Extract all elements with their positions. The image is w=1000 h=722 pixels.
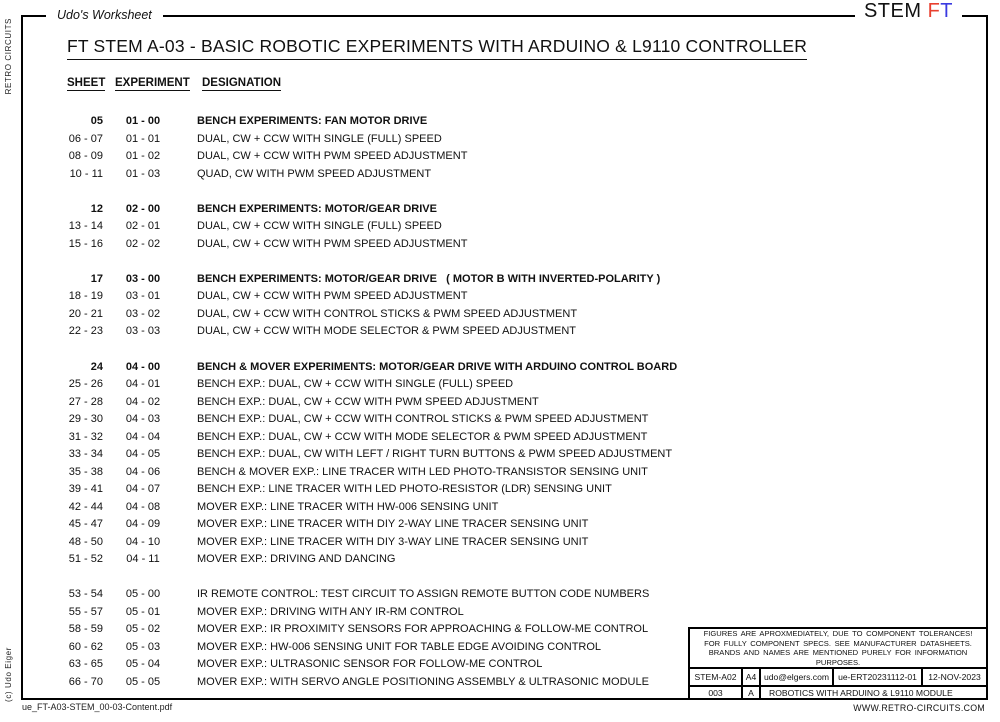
header-sheet: SHEET bbox=[67, 77, 106, 89]
designation: DUAL, CW + CCW WITH SINGLE (FULL) SPEED bbox=[197, 132, 442, 145]
designation: BENCH EXP.: DUAL, CW + CCW WITH PWM SPEED ADJUSTMENT bbox=[197, 395, 539, 408]
experiment-code: 01 - 03 bbox=[125, 167, 161, 180]
group-gap bbox=[0, 253, 1000, 271]
designation: MOVER EXP.: LINE TRACER WITH DIY 3-WAY LINE TRACER SENSING UNIT bbox=[197, 535, 589, 548]
title-block-info-row bbox=[690, 669, 986, 687]
sheet-range: 48 - 50 bbox=[68, 535, 103, 548]
sheet-range: 25 - 26 bbox=[68, 378, 103, 391]
sheet-range: 63 - 65 bbox=[68, 658, 103, 671]
experiment-code: 04 - 07 bbox=[125, 483, 161, 496]
paper-size: A4 bbox=[743, 669, 761, 685]
title-block bbox=[688, 627, 988, 700]
experiment-code: 01 - 02 bbox=[125, 150, 161, 162]
disclaimer-line: BRANDS AND NAMES ARE MENTIONED PURELY FOR INFORMATION PURPOSES. bbox=[708, 648, 968, 667]
sheet-range: 45 - 47 bbox=[68, 518, 103, 531]
toc-row bbox=[0, 481, 1000, 499]
toc-row bbox=[0, 376, 1000, 394]
toc-row bbox=[0, 271, 1000, 289]
designation: DUAL, CW + CCW WITH PWM SPEED ADJUSTMENT bbox=[197, 237, 468, 250]
experiment-code: 05 - 04 bbox=[125, 658, 161, 671]
sheet-range: 51 - 52 bbox=[68, 553, 103, 566]
experiment-code: 03 - 01 bbox=[125, 290, 161, 303]
sheet-range: 13 - 14 bbox=[68, 220, 103, 233]
designation: BENCH EXP.: DUAL, CW + CCW WITH SINGLE (FULL) SPEED bbox=[197, 378, 514, 391]
sheet-range: 31 - 32 bbox=[68, 430, 103, 443]
experiment-code: 04 - 01 bbox=[125, 378, 161, 391]
designation: BENCH EXPERIMENTS: MOTOR/GEAR DRIVE bbox=[197, 202, 437, 215]
header-designation: DESIGNATION bbox=[202, 77, 282, 89]
logo-stem: STEM bbox=[863, 0, 928, 22]
toc-row bbox=[0, 359, 1000, 377]
sheet-range: 10 - 11 bbox=[69, 167, 103, 180]
sheet-range: 29 - 30 bbox=[68, 413, 103, 426]
designation: DUAL, CW + CCW WITH CONTROL STICKS & PWM SPEED ADJUSTMENT bbox=[197, 307, 578, 320]
worksheet-label: Udo's Worksheet bbox=[46, 7, 163, 23]
toc-row bbox=[0, 464, 1000, 482]
designation: BENCH & MOVER EXPERIMENTS: MOTOR/GEAR DRIVE WITH ARDUINO CONTROL BOARD bbox=[197, 360, 678, 373]
header-experiment: EXPERIMENT bbox=[115, 77, 190, 89]
designation: BENCH EXPERIMENTS: MOTOR/GEAR DRIVE ( MOTOR B WITH INVERTED-POLARITY ) bbox=[197, 272, 661, 285]
designation: MOVER EXP.: DRIVING WITH ANY IR-RM CONTROL bbox=[197, 605, 464, 618]
sheet-range: 42 - 44 bbox=[68, 500, 103, 513]
sheet-range: 05 bbox=[90, 115, 103, 127]
experiment-code: 04 - 10 bbox=[125, 535, 161, 548]
experiment-code: 03 - 03 bbox=[125, 325, 161, 338]
designation: DUAL, CW + CCW WITH SINGLE (FULL) SPEED bbox=[197, 220, 442, 233]
logo-t: T bbox=[940, 0, 953, 22]
sheet-range: 15 - 16 bbox=[68, 237, 103, 250]
designation: BENCH EXP.: DUAL, CW WITH LEFT / RIGHT TURN BUTTONS & PWM SPEED ADJUSTMENT bbox=[197, 448, 673, 461]
side-label-retro-circuits: RETRO CIRCUITS bbox=[4, 18, 13, 95]
title-block-revision-row bbox=[690, 687, 986, 698]
experiment-code: 04 - 09 bbox=[125, 518, 161, 531]
experiment-code: 01 - 00 bbox=[125, 115, 161, 127]
experiment-code: 04 - 03 bbox=[125, 413, 161, 426]
experiment-code: 05 - 03 bbox=[125, 640, 161, 653]
disclaimer-line: FIGURES ARE APROXMEDIATELY, DUE TO COMPONENT TOLERANCES! bbox=[703, 629, 973, 638]
toc-row bbox=[0, 411, 1000, 429]
toc-row bbox=[0, 586, 1000, 604]
toc-row bbox=[0, 516, 1000, 534]
sheet-range: 18 - 19 bbox=[68, 290, 103, 303]
designation: MOVER EXP.: LINE TRACER WITH DIY 2-WAY LINE TRACER SENSING UNIT bbox=[197, 518, 589, 531]
designation: BENCH EXP.: DUAL, CW + CCW WITH CONTROL STICKS & PWM SPEED ADJUSTMENT bbox=[197, 413, 649, 426]
experiment-code: 02 - 02 bbox=[125, 237, 161, 250]
toc-row bbox=[0, 218, 1000, 236]
doc-description: ROBOTICS WITH ARDUINO & L9110 MODULE bbox=[769, 687, 953, 698]
designation: DUAL, CW + CCW WITH MODE SELECTOR & PWM SPEED ADJUSTMENT bbox=[197, 325, 577, 338]
experiment-code: 03 - 02 bbox=[125, 307, 161, 320]
designation: MOVER EXP.: ULTRASONIC SENSOR FOR FOLLOW-ME CONTROL bbox=[197, 658, 543, 671]
designation: MOVER EXP.: IR PROXIMITY SENSORS FOR APPROACHING & FOLLOW-ME CONTROL bbox=[197, 623, 649, 636]
designation: QUAD, CW WITH PWM SPEED ADJUSTMENT bbox=[197, 167, 432, 180]
brand-logo bbox=[855, 0, 962, 22]
author-email: udo@elgers.com bbox=[761, 669, 834, 685]
sheet-range: 08 - 09 bbox=[68, 150, 103, 162]
disclaimer-line: FOR FULLY COMPONENT SPECS. SEE MANUFACTURER DATASHEETS. bbox=[704, 638, 972, 648]
experiment-code: 04 - 00 bbox=[125, 360, 161, 373]
sheet-range: 22 - 23 bbox=[68, 325, 103, 338]
sheet-range: 58 - 59 bbox=[68, 623, 103, 636]
sheet-range: 33 - 34 bbox=[68, 448, 103, 461]
sheet-range: 06 - 07 bbox=[68, 132, 103, 145]
sheet-range: 55 - 57 bbox=[68, 605, 103, 618]
toc-row bbox=[0, 288, 1000, 306]
designation: MOVER EXP.: WITH SERVO ANGLE POSITIONING ASSEMBLY & ULTRASONIC MODULE bbox=[197, 675, 649, 688]
sheet-number: 003 bbox=[690, 687, 743, 698]
toc-row bbox=[0, 113, 1000, 131]
side-label-copyright: (c) Udo Eiger bbox=[4, 647, 13, 702]
toc-body bbox=[0, 113, 1000, 691]
toc-row bbox=[0, 236, 1000, 254]
sheet-range: 53 - 54 bbox=[68, 588, 103, 601]
designation: MOVER EXP.: DRIVING AND DANCING bbox=[197, 553, 396, 566]
toc-row bbox=[0, 604, 1000, 622]
designation: IR REMOTE CONTROL: TEST CIRCUIT TO ASSIGN REMOTE BUTTON CODE NUMBERS bbox=[197, 588, 650, 601]
group-gap bbox=[0, 183, 1000, 201]
sheet-range: 20 - 21 bbox=[68, 307, 103, 320]
designation: BENCH EXP.: LINE TRACER WITH LED PHOTO-RESISTOR (LDR) SENSING UNIT bbox=[197, 483, 612, 496]
designation: BENCH EXPERIMENTS: FAN MOTOR DRIVE bbox=[197, 115, 428, 127]
experiment-code: 04 - 04 bbox=[125, 430, 161, 443]
doc-date: 12-NOV-2023 bbox=[928, 672, 981, 683]
experiment-code: 04 - 08 bbox=[125, 500, 161, 513]
sheet-range: 24 bbox=[90, 360, 103, 373]
sheet-range: 35 - 38 bbox=[68, 465, 103, 478]
experiment-code: 04 - 02 bbox=[125, 395, 161, 408]
designation: DUAL, CW + CCW WITH PWM SPEED ADJUSTMENT bbox=[197, 150, 468, 162]
toc-row bbox=[0, 148, 1000, 166]
experiment-code: 05 - 00 bbox=[125, 588, 161, 601]
designation: BENCH & MOVER EXP.: LINE TRACER WITH LED PHOTO-TRANSISTOR SENSING UNIT bbox=[197, 465, 648, 478]
revision-letter: A bbox=[743, 687, 761, 698]
page-title: FT STEM A-03 - BASIC ROBOTIC EXPERIMENTS WITH ARDUINO & L9110 CONTROLLER bbox=[67, 36, 807, 60]
toc-row bbox=[0, 446, 1000, 464]
group-gap bbox=[0, 569, 1000, 587]
logo-f: F bbox=[927, 0, 941, 22]
title-block-disclaimer bbox=[690, 629, 986, 669]
toc-row bbox=[0, 166, 1000, 184]
experiment-code: 04 - 11 bbox=[126, 553, 160, 566]
footer-filename: ue_FT-A03-STEM_00-03-Content.pdf bbox=[22, 702, 173, 712]
toc-row bbox=[0, 201, 1000, 219]
toc-row bbox=[0, 534, 1000, 552]
toc-row bbox=[0, 394, 1000, 412]
experiment-code: 05 - 05 bbox=[125, 675, 161, 688]
experiment-code: 03 - 00 bbox=[125, 272, 161, 285]
group-gap bbox=[0, 341, 1000, 359]
sheet-range: 17 bbox=[90, 272, 103, 285]
sheet-range: 39 - 41 bbox=[68, 483, 103, 496]
designation: MOVER EXP.: HW-006 SENSING UNIT FOR TABLE EDGE AVOIDING CONTROL bbox=[197, 640, 602, 653]
toc-row bbox=[0, 499, 1000, 517]
toc-row bbox=[0, 323, 1000, 341]
experiment-code: 04 - 05 bbox=[125, 448, 161, 461]
designation: DUAL, CW + CCW WITH PWM SPEED ADJUSTMENT bbox=[197, 290, 468, 303]
doc-code: STEM-A02 bbox=[690, 669, 743, 685]
designation: BENCH EXP.: DUAL, CW + CCW WITH MODE SELECTOR & PWM SPEED ADJUSTMENT bbox=[197, 430, 648, 443]
experiment-code: 01 - 01 bbox=[125, 132, 161, 145]
toc-row bbox=[0, 551, 1000, 569]
designation: MOVER EXP.: LINE TRACER WITH HW-006 SENSING UNIT bbox=[197, 500, 499, 513]
sheet-range: 60 - 62 bbox=[68, 640, 103, 653]
experiment-code: 02 - 01 bbox=[125, 220, 161, 233]
sheet-range: 66 - 70 bbox=[68, 675, 103, 688]
experiment-code: 05 - 01 bbox=[125, 605, 161, 618]
sheet-range: 27 - 28 bbox=[68, 395, 103, 408]
experiment-code: 04 - 06 bbox=[125, 465, 161, 478]
experiment-code: 02 - 00 bbox=[125, 202, 161, 215]
toc-row bbox=[0, 306, 1000, 324]
toc-row bbox=[0, 429, 1000, 447]
footer-website: WWW.RETRO-CIRCUITS.COM bbox=[853, 703, 985, 713]
doc-number: ue-ERT20231112-01 bbox=[834, 669, 923, 685]
experiment-code: 05 - 02 bbox=[125, 623, 161, 636]
sheet-range: 12 bbox=[90, 202, 103, 215]
toc-row bbox=[0, 131, 1000, 149]
